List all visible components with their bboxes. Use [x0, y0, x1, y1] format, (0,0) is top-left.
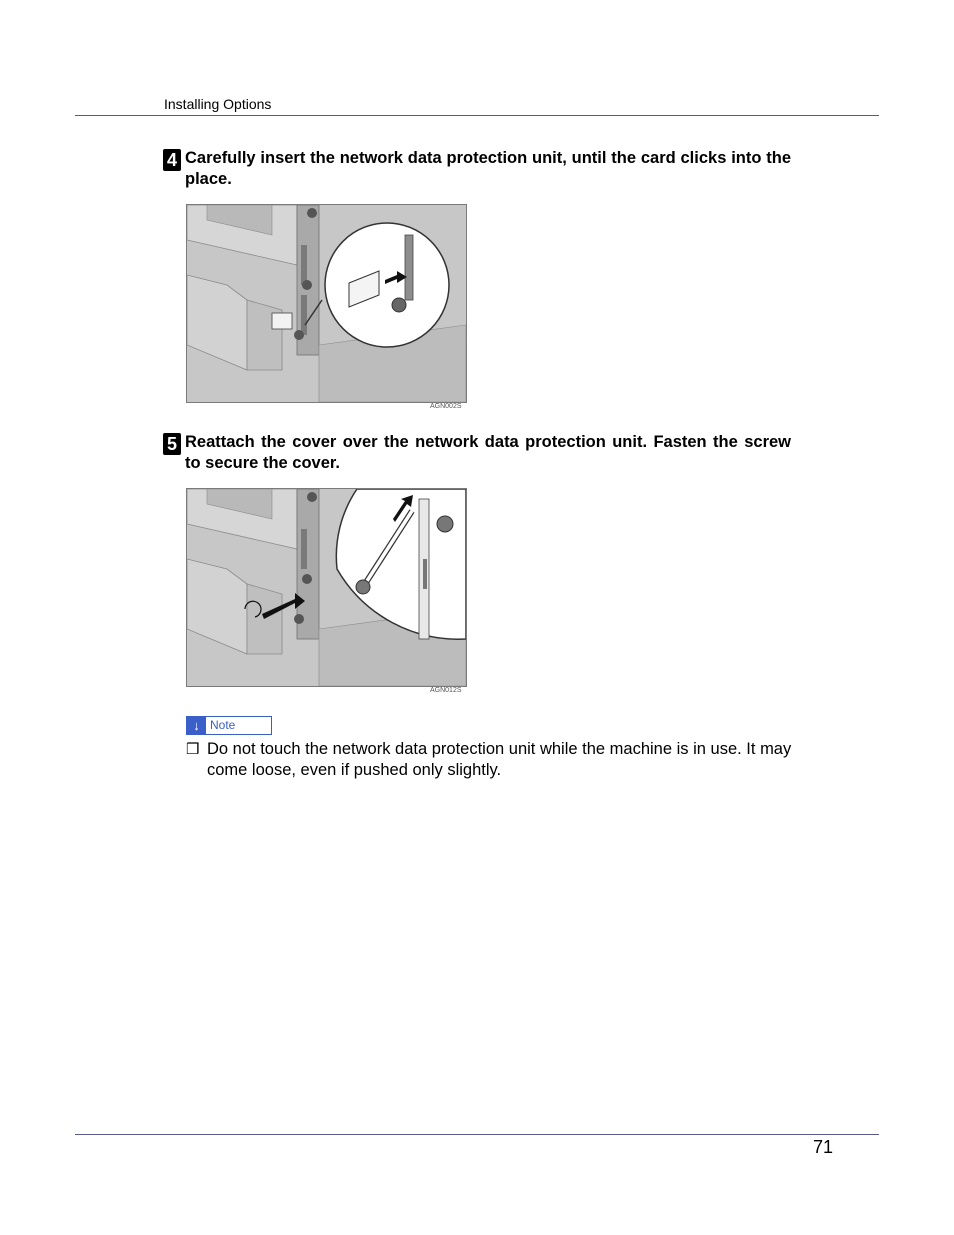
step-5 — [163, 432, 791, 474]
arrow-down-icon: ↓ — [187, 717, 206, 734]
running-header: Installing Options — [164, 96, 272, 112]
note-item — [186, 739, 806, 781]
step-instruction: Carefully insert the network data protection unit, until the card clicks into the place. — [185, 149, 791, 188]
step-number: 5 — [163, 433, 181, 455]
figure-code: AGN002S — [430, 403, 462, 410]
step-4 — [163, 148, 791, 190]
checkbox-bullet-icon: ❒ — [186, 741, 200, 758]
figure-insert-card — [186, 204, 467, 403]
figure-code: AGN012S — [430, 687, 462, 694]
note-text: Do not touch the network data protection unit while the machine is in use. It may come loose, even if pushed only slightly. — [207, 740, 792, 779]
step-number: 4 — [163, 149, 181, 171]
header-rule — [75, 115, 879, 116]
note-badge — [186, 716, 272, 735]
printer-illustration-insert — [187, 205, 466, 402]
footer-rule — [75, 1134, 879, 1135]
figure-reattach-cover — [186, 488, 467, 687]
printer-illustration-cover — [187, 489, 466, 686]
page-number: 71 — [813, 1137, 834, 1157]
step-instruction: Reattach the cover over the network data protection unit. Fasten the screw to secure the cover. — [185, 433, 791, 472]
note-label: Note — [210, 718, 236, 732]
